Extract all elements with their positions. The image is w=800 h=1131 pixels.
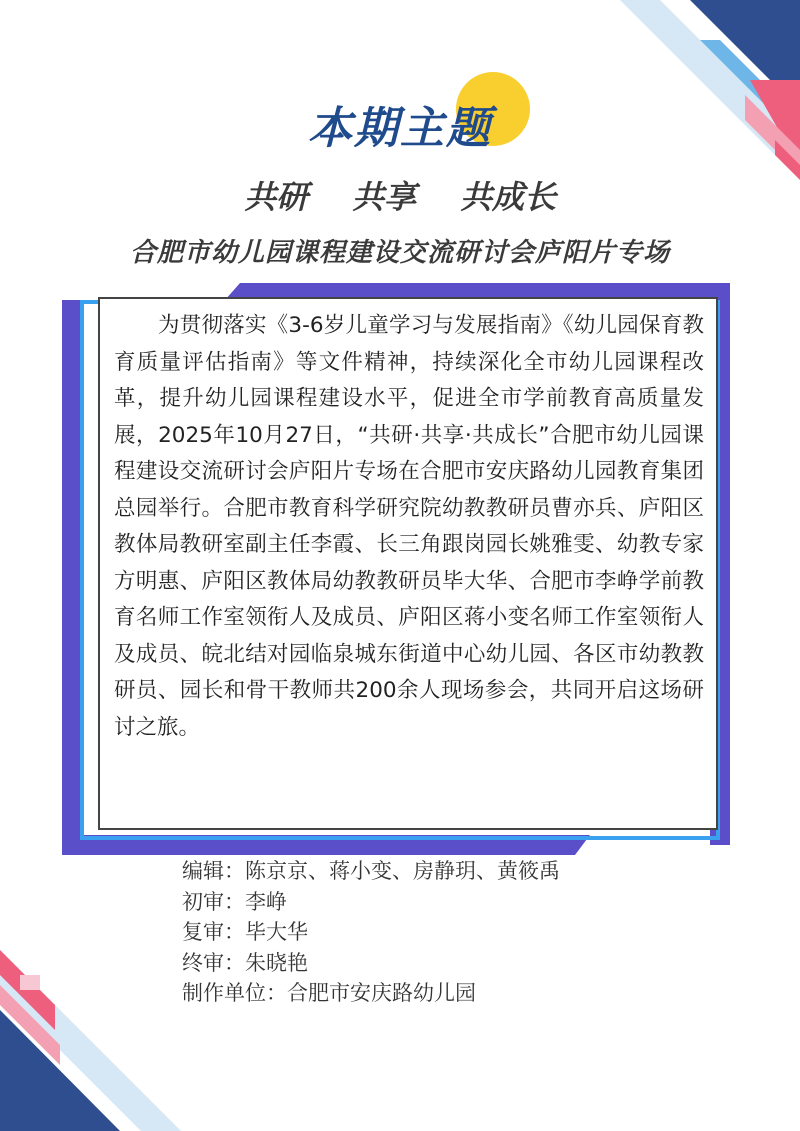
slogan-part-3: 共成长 [460, 178, 557, 216]
subtitle: 合肥市幼儿园课程建设交流研讨会庐阳片专场 [129, 238, 670, 268]
credits [182, 856, 560, 1009]
credit-final-review: 终审：朱晓艳 [182, 950, 308, 975]
credit-first-review: 初审：李峥 [182, 889, 287, 914]
slogan-part-1: 共研 [243, 178, 308, 216]
bottom-left-thin-stripe [20, 975, 40, 990]
credit-producer: 制作单位：合肥市安庆路幼儿园 [182, 981, 476, 1005]
credit-editor: 编辑：陈京京、蒋小变、房静玥、黄筱禹 [182, 859, 560, 883]
credit-second-review: 复审：毕大华 [182, 920, 308, 944]
slogan-part-2: 共享 [351, 178, 416, 216]
article-body: 为贯彻落实《3-6岁儿童学习与发展指南》《幼儿园保育教育质量评估指南》等文件精神，持续深化全市幼儿园课程改革，提升幼儿园课程建设水平，促进全市学前教育高质量发展，2025年10月27日，“共研·共享·共成长”合肥市幼儿园课程建设交流研讨会庐阳片专场在合肥市安庆路幼儿园教育集团总园举行。合肥市教育科学研究院幼教教研员曹亦兵、庐阳区教体局教研室副主任李霞、长三角跟岗园长姚雅雯、幼教专家方明惠、庐阳区教体局幼教教研员毕大华、合肥市李峥学前教育名师工作室领衔人及成员、庐阳区蒋小变名师工作室领衔人及成员、皖北结对园临泉城东街道中心幼儿园、各区市幼教教研员、园长和骨干教师共200余人现场参会，共同开启这场研讨之旅。 [114, 313, 704, 740]
page-title: 本期主题 [308, 103, 492, 154]
slogan [0, 172, 800, 218]
